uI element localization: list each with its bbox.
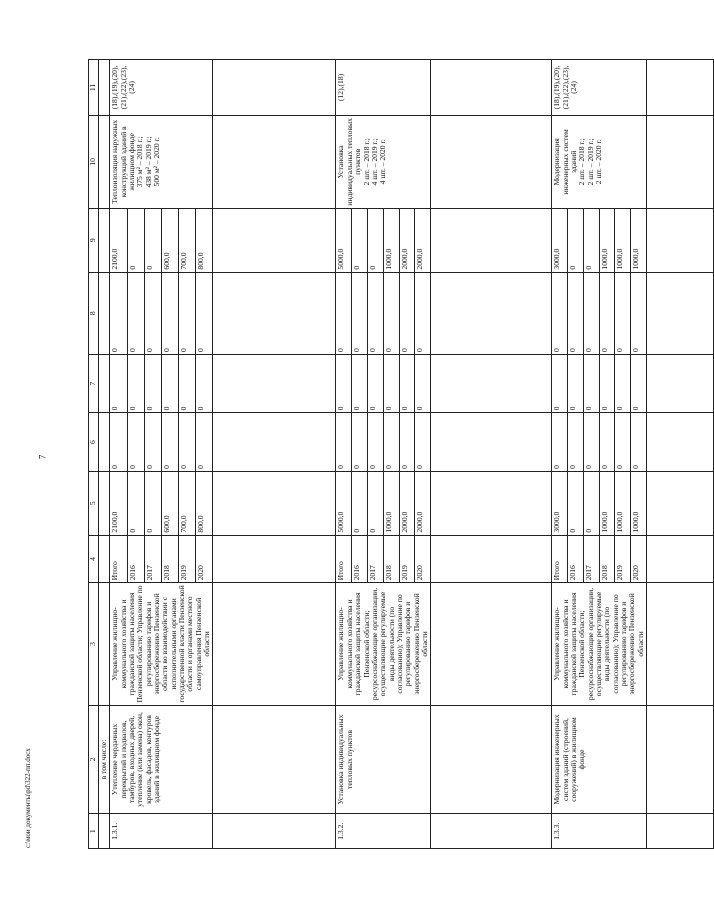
spacer-row [213, 60, 336, 849]
extrabudget-cell: 1000,0 [599, 208, 615, 272]
regional-budget-cell: 0 [399, 354, 415, 412]
expected-result: Теплоизоляция наружных конструкций зданий в жилищном фонде 375 м² – 2018 г.; 438 м² – 2019 г.; 500 м² – 2020 г. [110, 115, 213, 208]
subheader-row [99, 60, 110, 849]
year-cell: 2016 [352, 535, 368, 583]
program-table [88, 59, 714, 849]
item-number: 1.3.2. [336, 814, 431, 849]
total-funding-cell: 800,0 [196, 471, 213, 535]
year-cell: Итого [552, 535, 568, 583]
local-budget-cell: 0 [552, 272, 568, 354]
extrabudget-cell: 1000,0 [383, 208, 399, 272]
regional-budget-cell: 0 [568, 354, 584, 412]
item-executor: Управление жилищно-коммунального хозяйства и гражданской защиты населения Пензенской области; Управление по регулированию тарифов и энергосбережению Пензенской области во взаимодействии с исполнительными органами государственной власти Пензенской области и органами местного самоуправления Пензенской области [110, 583, 213, 705]
federal-budget-cell: 0 [352, 413, 368, 471]
regional-budget-cell: 0 [352, 354, 368, 412]
local-budget-cell: 0 [599, 272, 615, 354]
total-funding-cell: 5000,0 [336, 471, 352, 535]
total-funding-cell: 0 [144, 471, 161, 535]
year-cell: 2019 [179, 535, 196, 583]
year-cell: 2017 [583, 535, 599, 583]
regional-budget-cell: 0 [179, 354, 196, 412]
year-row [552, 60, 568, 849]
total-funding-cell: 3000,0 [552, 471, 568, 535]
item-executor: Управление жилищно-коммунального хозяйства и гражданской защиты населения Пензенской области; ресурсоснабжающие организации, осуществляющие регулируемые виды деятельности (по согласованию); Управление по регулированию тарифов и энергосбережению Пензенской области [336, 583, 431, 705]
year-cell: 2019 [615, 535, 631, 583]
extrabudget-cell: 0 [368, 208, 384, 272]
extrabudget-cell: 3000,0 [552, 208, 568, 272]
local-budget-cell: 0 [568, 272, 584, 354]
federal-budget-cell: 0 [127, 413, 144, 471]
extrabudget-cell: 1000,0 [615, 208, 631, 272]
total-funding-cell: 2100,0 [110, 471, 127, 535]
footer-file-path: c:\мои документы\pd\322-пп.docx [24, 748, 32, 848]
total-funding-cell: 2000,0 [399, 471, 415, 535]
local-budget-cell: 0 [631, 272, 647, 354]
col-header: 4 [89, 535, 99, 583]
federal-budget-cell: 0 [583, 413, 599, 471]
local-budget-cell: 0 [161, 272, 178, 354]
regional-budget-cell: 0 [383, 354, 399, 412]
extrabudget-cell: 1000,0 [631, 208, 647, 272]
in-that-number-label: в том числе: [99, 705, 110, 814]
local-budget-cell: 0 [399, 272, 415, 354]
total-funding-cell: 600,0 [161, 471, 178, 535]
extrabudget-cell: 800,0 [196, 208, 213, 272]
extrabudget-cell: 0 [583, 208, 599, 272]
year-cell: 2017 [144, 535, 161, 583]
local-budget-cell: 0 [615, 272, 631, 354]
extrabudget-cell: 0 [352, 208, 368, 272]
local-budget-cell: 0 [144, 272, 161, 354]
page-number: 7 [37, 454, 48, 460]
total-funding-cell: 0 [368, 471, 384, 535]
federal-budget-cell: 0 [631, 413, 647, 471]
regional-budget-cell: 0 [144, 354, 161, 412]
local-budget-cell: 0 [583, 272, 599, 354]
col-header: 8 [89, 272, 99, 354]
total-funding-cell: 700,0 [179, 471, 196, 535]
item-number: 1.3.1. [110, 814, 213, 849]
expected-result: Установка индивидуальных тепловых пунктов 2 шт. – 2018 г.; 4 шт. – 2019 г.; 4 шт. – 2020 г. [336, 115, 431, 208]
local-budget-cell: 0 [110, 272, 127, 354]
regional-budget-cell: 0 [368, 354, 384, 412]
item-name: Утепление чердачных перекрытий и подвалов, тамбуров, входных дверей, утепление (или замена) окон, кровель, фасадов, контуров зданий в жилищном фонде [110, 705, 213, 814]
federal-budget-cell: 0 [615, 413, 631, 471]
regional-budget-cell: 0 [336, 354, 352, 412]
year-cell: 2020 [631, 535, 647, 583]
regional-budget-cell: 0 [631, 354, 647, 412]
col-header: 9 [89, 208, 99, 272]
federal-budget-cell: 0 [336, 413, 352, 471]
col-header: 11 [89, 60, 99, 116]
local-budget-cell: 0 [383, 272, 399, 354]
year-cell: 2020 [415, 535, 431, 583]
regional-budget-cell: 0 [415, 354, 431, 412]
total-funding-cell: 0 [127, 471, 144, 535]
total-funding-cell: 0 [583, 471, 599, 535]
extrabudget-cell: 700,0 [179, 208, 196, 272]
federal-budget-cell: 0 [399, 413, 415, 471]
col-header: 10 [89, 115, 99, 208]
federal-budget-cell: 0 [599, 413, 615, 471]
federal-budget-cell: 0 [144, 413, 161, 471]
indicator-refs: (12),(18) [336, 60, 431, 116]
extrabudget-cell: 2000,0 [415, 208, 431, 272]
extrabudget-cell: 0 [144, 208, 161, 272]
year-cell: Итого [110, 535, 127, 583]
col-header: 1 [89, 814, 99, 849]
regional-budget-cell: 0 [161, 354, 178, 412]
year-cell: 2016 [127, 535, 144, 583]
total-funding-cell: 1000,0 [599, 471, 615, 535]
rotated-table-sheet [88, 59, 643, 849]
extrabudget-cell: 2000,0 [399, 208, 415, 272]
regional-budget-cell: 0 [127, 354, 144, 412]
year-cell: 2017 [368, 535, 384, 583]
year-cell: 2018 [599, 535, 615, 583]
regional-budget-cell: 0 [196, 354, 213, 412]
year-row [336, 60, 352, 849]
local-budget-cell: 0 [179, 272, 196, 354]
extrabudget-cell: 600,0 [161, 208, 178, 272]
local-budget-cell: 0 [336, 272, 352, 354]
year-cell: 2019 [399, 535, 415, 583]
year-row [110, 60, 127, 849]
indicator-refs: (18),(19),(20),(21),(22),(23),(24) [552, 60, 647, 116]
local-budget-cell: 0 [196, 272, 213, 354]
item-name: Установка индивидуальных тепловых пунктов [336, 705, 431, 814]
expected-result: Модернизация инженерных систем зданий 2 шт. – 2018 г.; 2 шт. – 2019 г.; 2 шт. – 2020 г. [552, 115, 647, 208]
total-funding-cell: 0 [352, 471, 368, 535]
regional-budget-cell: 0 [110, 354, 127, 412]
item-executor: Управление жилищно-коммунального хозяйства и гражданской защиты населения Пензенской области; ресурсоснабжающие организации, осуществляющие регулируемые виды деятельности (по согласованию); Управление по регулированию тарифов и энергосбережению Пензенской области [552, 583, 647, 705]
spacer-row [431, 60, 552, 849]
federal-budget-cell: 0 [383, 413, 399, 471]
extrabudget-cell: 0 [568, 208, 584, 272]
total-funding-cell: 1000,0 [631, 471, 647, 535]
regional-budget-cell: 0 [583, 354, 599, 412]
regional-budget-cell: 0 [552, 354, 568, 412]
federal-budget-cell: 0 [179, 413, 196, 471]
regional-budget-cell: 0 [599, 354, 615, 412]
item-number: 1.3.3. [552, 814, 647, 849]
col-header: 5 [89, 471, 99, 535]
total-funding-cell: 2000,0 [415, 471, 431, 535]
year-cell: 2018 [161, 535, 178, 583]
col-header: 6 [89, 413, 99, 471]
local-budget-cell: 0 [127, 272, 144, 354]
indicator-refs: (18),(19),(20),(21),(22),(23),(24) [110, 60, 213, 116]
total-funding-cell: 1000,0 [383, 471, 399, 535]
federal-budget-cell: 0 [161, 413, 178, 471]
federal-budget-cell: 0 [415, 413, 431, 471]
col-header: 2 [89, 705, 99, 814]
extrabudget-cell: 0 [127, 208, 144, 272]
federal-budget-cell: 0 [110, 413, 127, 471]
federal-budget-cell: 0 [368, 413, 384, 471]
col-header: 7 [89, 354, 99, 412]
col-header: 3 [89, 583, 99, 705]
regional-budget-cell: 0 [615, 354, 631, 412]
year-cell: 2018 [383, 535, 399, 583]
item-name: Модернизация инженерных систем зданий (строений, сооружений) в жилищном фонде [552, 705, 647, 814]
federal-budget-cell: 0 [196, 413, 213, 471]
total-funding-cell: 0 [568, 471, 584, 535]
local-budget-cell: 0 [415, 272, 431, 354]
local-budget-cell: 0 [368, 272, 384, 354]
total-funding-cell: 1000,0 [615, 471, 631, 535]
local-budget-cell: 0 [352, 272, 368, 354]
extrabudget-cell: 2100,0 [110, 208, 127, 272]
year-cell: Итого [336, 535, 352, 583]
extrabudget-cell: 5000,0 [336, 208, 352, 272]
spacer-row [647, 60, 714, 849]
federal-budget-cell: 0 [568, 413, 584, 471]
year-cell: 2020 [196, 535, 213, 583]
column-number-row [89, 60, 99, 849]
year-cell: 2016 [568, 535, 584, 583]
federal-budget-cell: 0 [552, 413, 568, 471]
